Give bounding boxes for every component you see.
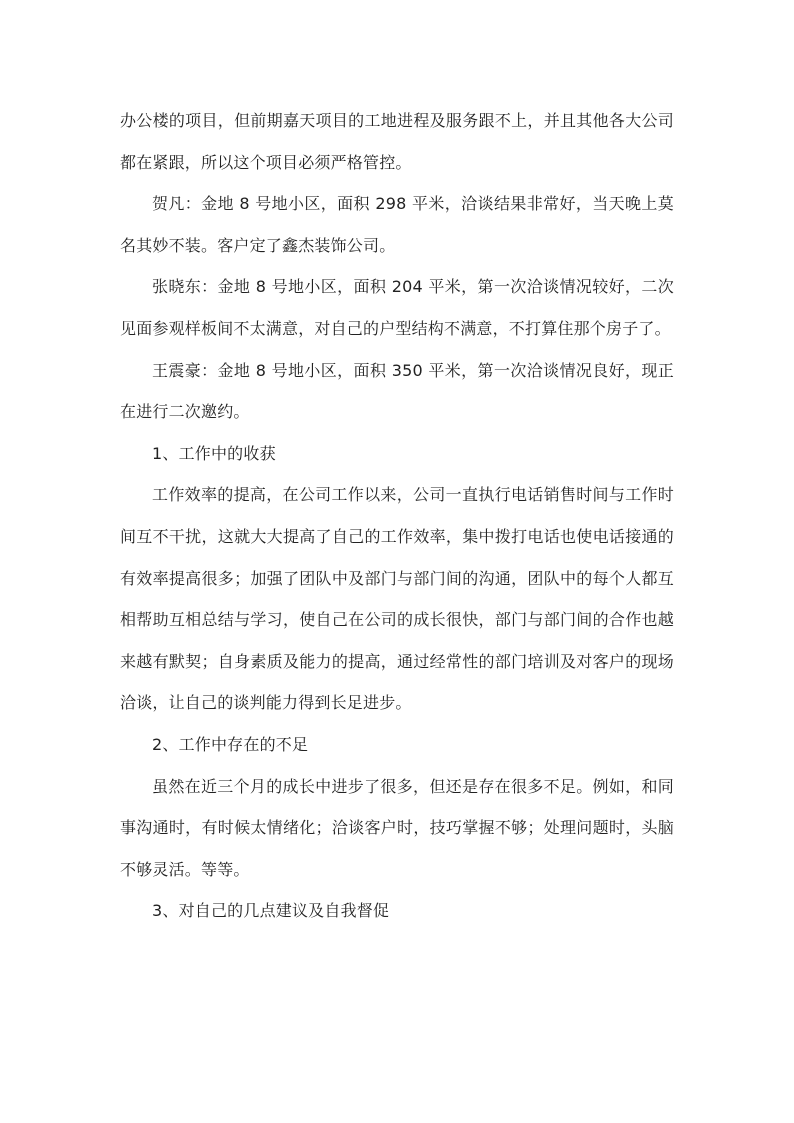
section-heading-shortcomings: 2、工作中存在的不足 [152,734,309,754]
paragraph-work-efficiency: 工作效率的提高，在公司工作以来，公司一直执行电话销售时间与工作时间互不干扰，这就大大提高了自己的工作效率，集中拨打电话也使电话接通的有效率提高很多；加强了团队中及部门与部门间的沟通，团队中的每个人都互相帮助互相总结与学习，使自己在公司的成长很快，部门与部门间的合作也越来越有默契；自身素质及能力的提高，通过经常性的部门培训及对客户的现场洽谈，让自己的谈判能力得到长足进步。 [120,485,674,713]
section-heading-gains: 1、工作中的收获 [152,443,276,463]
paragraph-project-control: 办公楼的项目，但前期嘉天项目的工地进程及服务跟不上，并且其他各大公司都在紧跟，所以这个项目必须严格管控。 [120,111,674,172]
paragraph-he-fan: 贺凡：金地 8 号地小区，面积 298 平米，洽谈结果非常好，当天晚上莫名其妙不装。客户定了鑫杰装饰公司。 [120,194,674,255]
paragraph-wang-zhenhao: 王震豪：金地 8 号地小区，面积 350 平米，第一次洽谈情况良好，现正在进行二次邀约。 [120,360,674,422]
section-heading-suggestions: 3、对自己的几点建议及自我督促 [152,901,390,921]
paragraph-zhang-xiaodong: 张晓东：金地 8 号地小区，面积 204 平米，第一次洽谈情况较好，二次见面参观样板间不太满意，对自己的户型结构不满意，不打算住那个房子了。 [120,277,674,338]
document-body [120,100,674,932]
paragraph-shortcomings: 虽然在近三个月的成长中进步了很多，但还是存在很多不足。例如，和同事沟通时，有时候太情绪化；洽谈客户时，技巧掌握不够；处理问题时，头脑不够灵活。等等。 [120,776,674,879]
